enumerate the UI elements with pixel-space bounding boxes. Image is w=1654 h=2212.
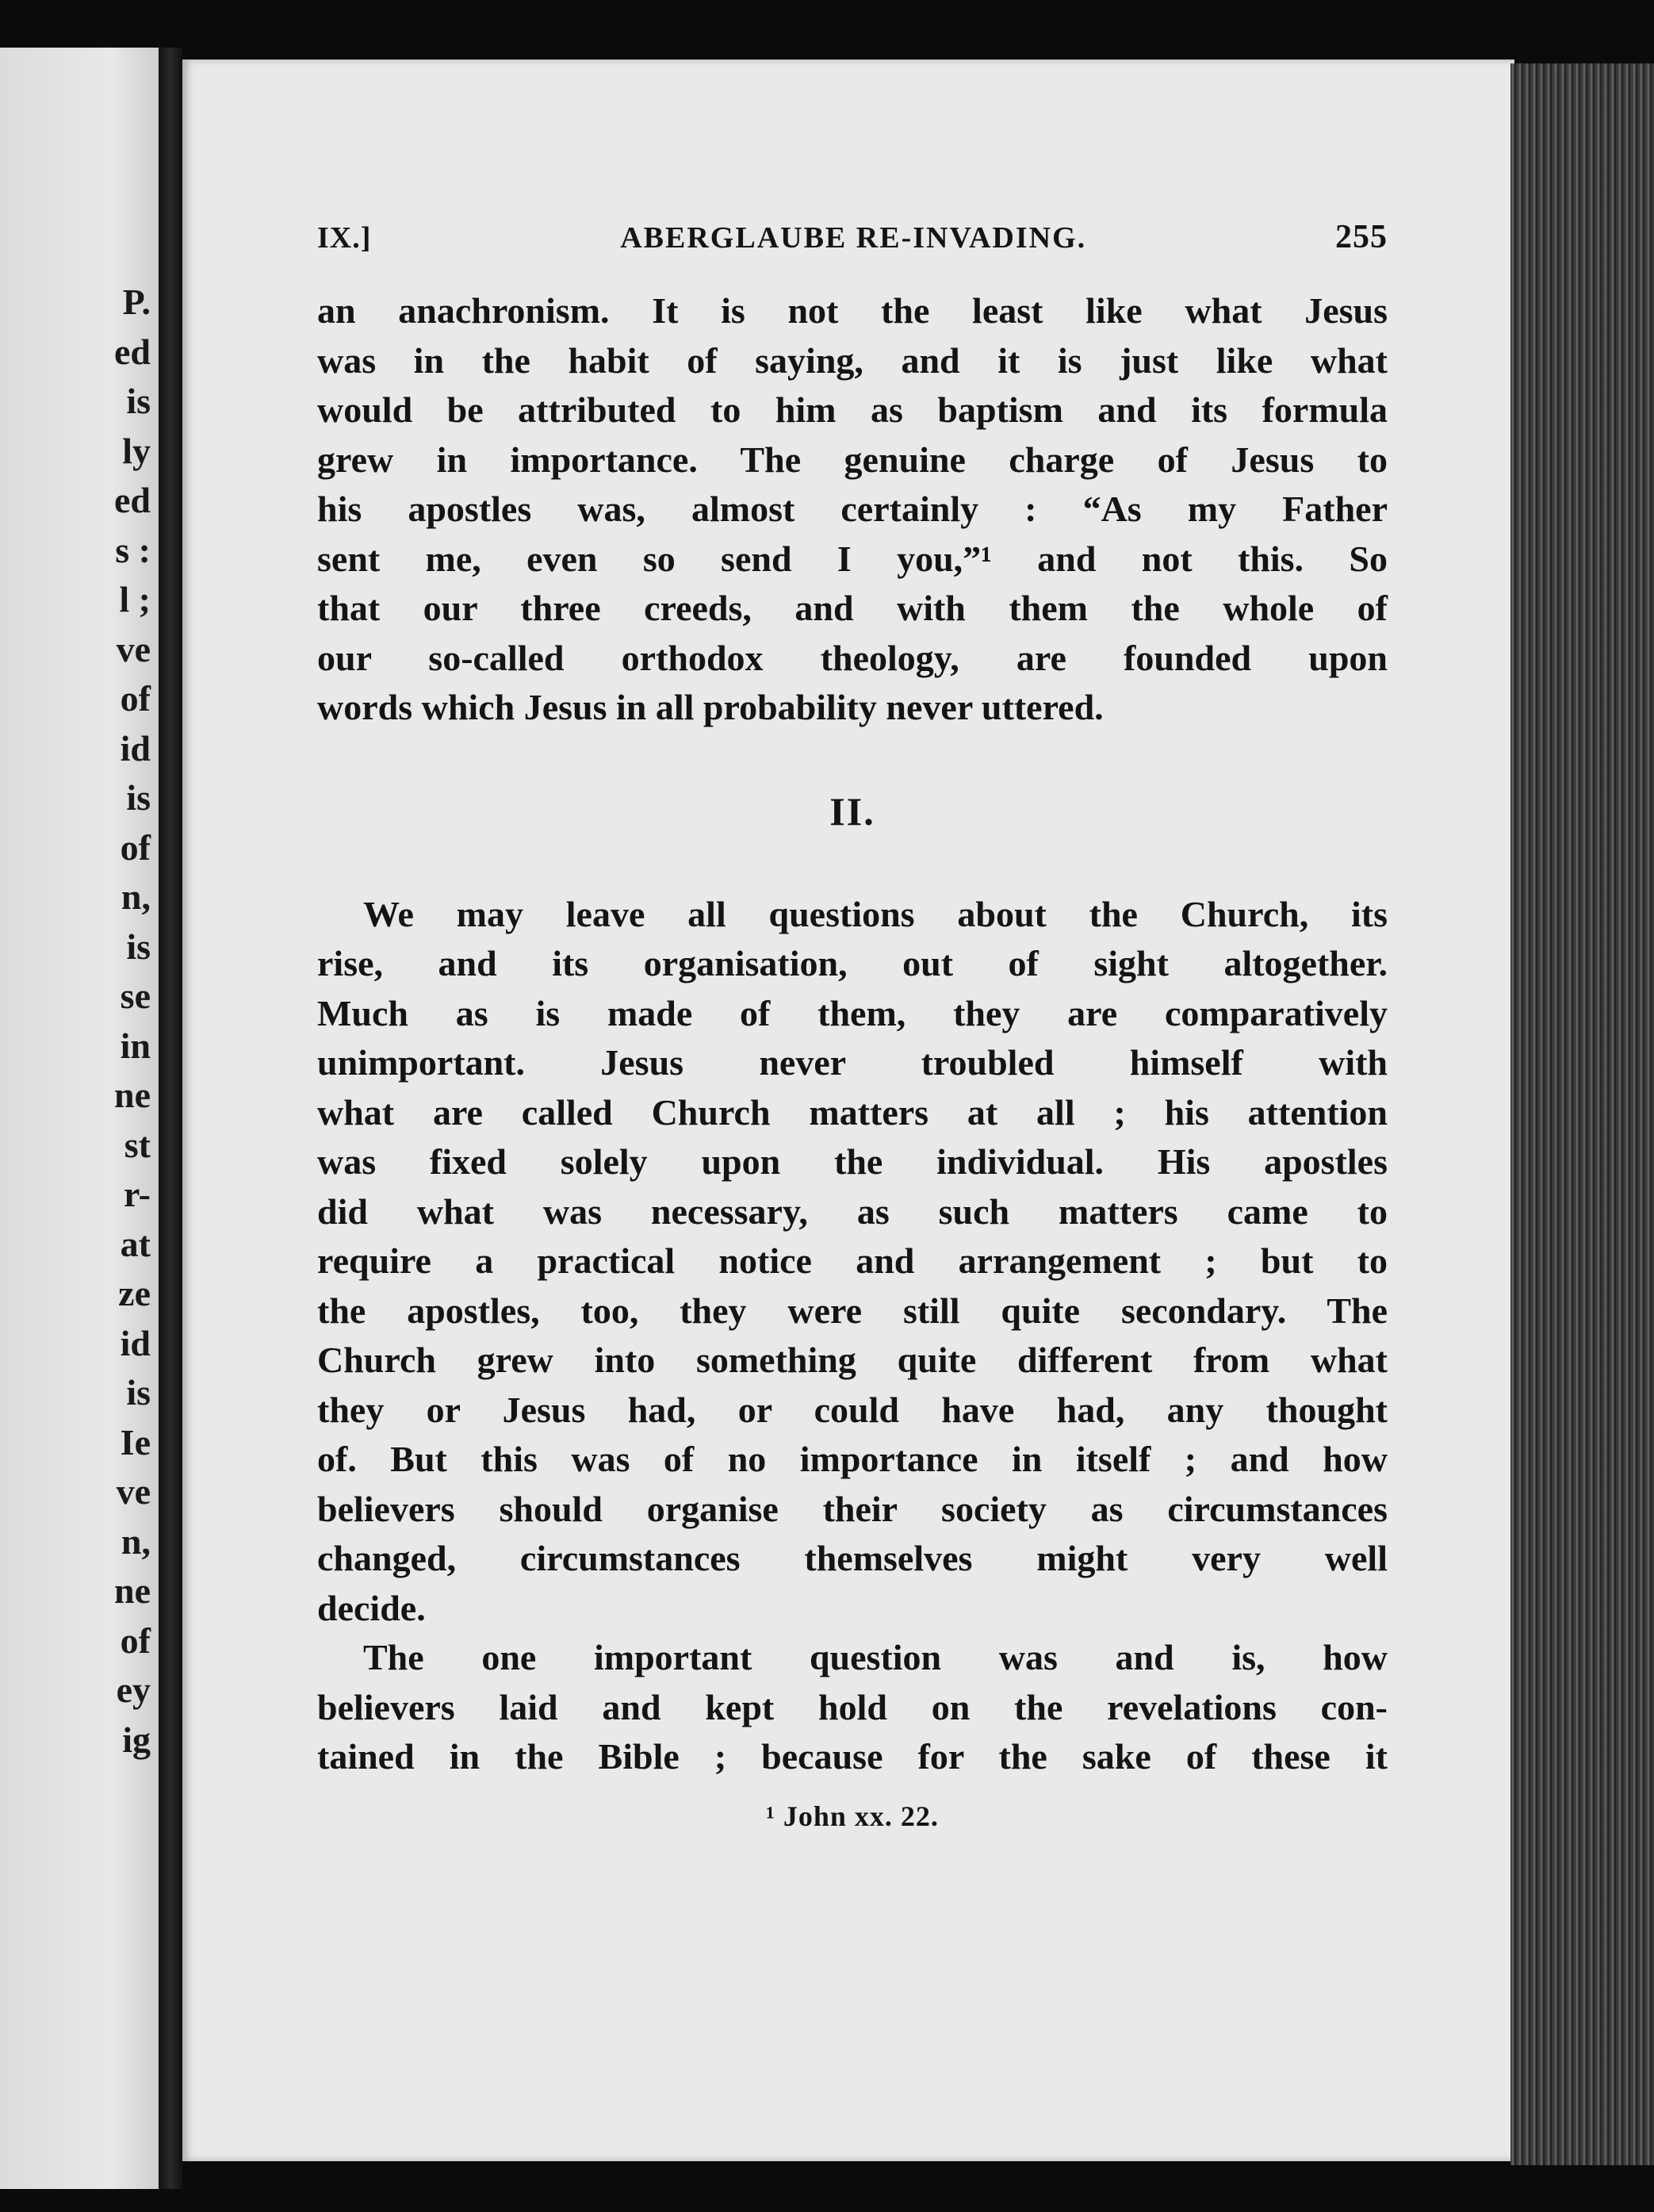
text-fragment: ig: [122, 1719, 151, 1760]
text-fragment: r-: [123, 1174, 151, 1214]
text-fragment: n,: [121, 876, 151, 917]
text-line: Much as is made of them, they are comparatively: [317, 992, 1388, 1033]
text-fragment: ne: [114, 1075, 151, 1115]
text-line: rise, and its organisation, out of sight altogether.: [317, 943, 1388, 983]
text-fragment: ed: [114, 480, 151, 520]
text-fragment: id: [120, 727, 151, 769]
text-line: Church grew into something quite different from what: [317, 1340, 1388, 1380]
text-fragment: se: [120, 976, 151, 1016]
text-fragment: ey: [116, 1670, 151, 1710]
text-line: was fixed solely upon the individual. His apostles: [317, 1141, 1388, 1182]
previous-page-text: [114, 278, 151, 1765]
text-fragment: s :: [115, 529, 151, 570]
text-line: our so-called orthodox theology, are founded upon: [317, 637, 1388, 678]
text-fragment: is: [126, 1372, 151, 1413]
running-title: ABERGLAUBE RE-INVADING.: [620, 221, 1087, 255]
text-fragment: l ;: [119, 579, 151, 619]
text-fragment: n,: [121, 1520, 151, 1562]
text-fragment: Ie: [120, 1421, 151, 1463]
text-fragment: in: [120, 1025, 151, 1066]
text-line: his apostles was, almost certainly : “As my Father: [317, 489, 1388, 529]
book-gutter: [159, 48, 182, 2189]
book-page: [182, 59, 1514, 2161]
text-line: require a practical notice and arrangement ; but to: [317, 1240, 1388, 1281]
text-line: of. But this was of no importance in itself ; and how: [317, 1439, 1388, 1479]
text-fragment: at: [120, 1223, 151, 1264]
text-line: The one important question was and is, how: [363, 1637, 1388, 1677]
page-number: 255: [1335, 219, 1388, 255]
text-fragment: ze: [118, 1273, 151, 1313]
text-line: changed, circumstances themselves might very well: [317, 1538, 1388, 1578]
text-line: believers should organise their society as circumstances: [317, 1488, 1388, 1529]
text-line: the apostles, too, they were still quite secondary. The: [317, 1290, 1388, 1331]
text-line: would be attributed to him as baptism and its formula: [317, 389, 1388, 430]
text-fragment: ly: [122, 430, 151, 471]
text-fragment: ve: [116, 1471, 151, 1512]
text-line: they or Jesus had, or could have had, any thought: [317, 1389, 1388, 1430]
text-line: an anachronism. It is not the least like what Jesus: [317, 290, 1388, 331]
paragraph-2: [317, 890, 1388, 1634]
text-fragment: ve: [116, 628, 151, 669]
text-line: words which Jesus in all probability never uttered.: [317, 687, 1104, 727]
text-line: sent me, even so send I you,”¹ and not this. So: [317, 538, 1388, 579]
text-line: tained in the Bible ; because for the sake of these it: [317, 1736, 1388, 1777]
text-line: grew in importance. The genuine charge of Jesus to: [317, 439, 1388, 480]
text-line: believers laid and kept hold on the revelations con-: [317, 1686, 1388, 1727]
text-line: We may leave all questions about the Church, its: [363, 893, 1388, 934]
previous-page: [0, 48, 159, 2189]
text-fragment: is: [126, 926, 151, 967]
paragraph-1: [317, 286, 1388, 733]
page-edges: [1510, 63, 1654, 2165]
section-heading: II.: [829, 788, 875, 834]
text-fragment: of: [120, 1620, 151, 1661]
text-fragment: P.: [122, 282, 151, 322]
text-fragment: of: [120, 678, 151, 719]
page-text-block: [317, 218, 1388, 1833]
chapter-number: IX.]: [317, 221, 372, 255]
text-fragment: is: [126, 777, 151, 818]
text-line: that our three creeds, and with them the whole of: [317, 588, 1388, 628]
text-line: unimportant. Jesus never troubled himself with: [317, 1042, 1388, 1083]
text-line: decide.: [317, 1587, 426, 1628]
text-fragment: id: [120, 1322, 151, 1363]
footnote: ¹ John xx. 22.: [766, 1800, 939, 1832]
text-line: what are called Church matters at all ; his attention: [317, 1091, 1388, 1133]
text-fragment: is: [126, 381, 151, 421]
paragraph-3: [317, 1633, 1388, 1782]
text-line: did what was necessary, as such matters came to: [317, 1190, 1388, 1232]
text-line: was in the habit of saying, and it is just like what: [317, 339, 1388, 381]
text-fragment: ne: [114, 1570, 151, 1611]
running-header: [317, 218, 1388, 286]
text-fragment: of: [120, 826, 151, 868]
text-fragment: st: [124, 1124, 151, 1165]
text-fragment: ed: [114, 331, 151, 372]
